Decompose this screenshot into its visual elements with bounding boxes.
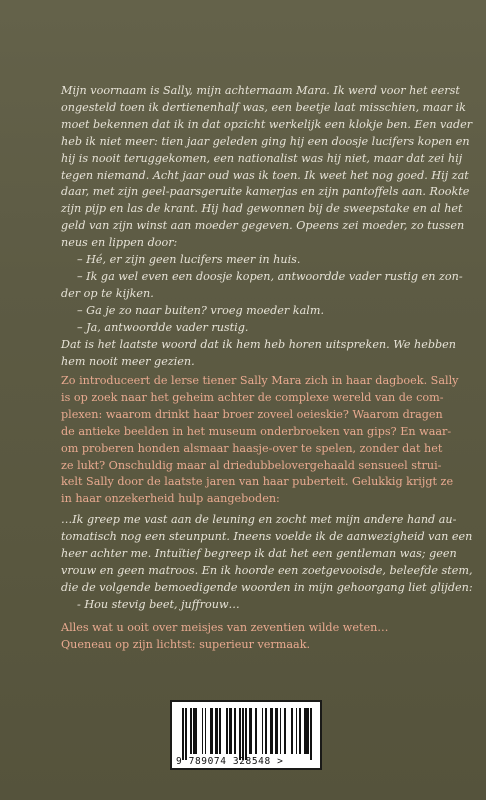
diary-line: tegen niemand. Acht jaar oud was ik toen. Ik weet het nog goed. Hij zat <box>61 168 469 182</box>
blurb-line: is op zoek naar het geheim achter de complexe wereld van de com- <box>61 390 444 404</box>
dialogue-line: der op te kijken. <box>61 286 154 300</box>
dialogue-line: – Hé, er zijn geen lucifers meer in huis. <box>77 253 301 267</box>
diary-line: daar, met zijn geel-paarsgeruite kamerjas en zijn pantoffels aan. Rookte <box>61 185 470 199</box>
blurb-line: Zo introduceert de lerse tiener Sally Mara zich in haar dagboek. Sally <box>61 374 459 387</box>
isbn-number: 9 789074 328548 > <box>176 756 284 767</box>
tagline <box>61 620 439 654</box>
blurb-paragraph <box>61 373 459 508</box>
quote-line: vrouw en geen matroos. En ik hoorde een zoetgevooisde, beleefde stem, <box>61 563 473 577</box>
quote-line: die de volgende bemoedigende woorden in mijn gehoorgang liet glijden: <box>61 580 473 594</box>
diary-line: hij is nooit teruggekomen, een nationalist was hij niet, maar dat zei hij <box>61 151 463 165</box>
barcode-gap <box>312 708 314 754</box>
diary-line: ongesteld toen ik dertienenhalf was, een beetje laat misschien, maar ik <box>61 100 466 114</box>
blurb-line: plexen: waarom drinkt haar broer zoveel oeieskie? Waarom dragen <box>61 407 443 421</box>
diary-line: moet bekennen dat ik in dat opzicht werkelijk een klokje ben. Een vader <box>61 117 473 131</box>
diary-line: geld van zijn winst aan moeder gegeven. Opeens zei moeder, zo tussen <box>61 219 465 233</box>
quote-excerpt <box>61 512 473 613</box>
quote-line: …Ik greep me vast aan de leuning en zocht met mijn andere hand au- <box>61 513 457 526</box>
blurb-line: de antieke beelden in het museum onderbroeken van gips? En waar- <box>61 424 452 438</box>
blurb-line: kelt Sally door de laatste jaren van haar puberteit. Gelukkig krijgt ze <box>61 475 454 489</box>
quote-line: heer achter me. Intuïtief begreep ik dat het een gentleman was; geen <box>61 546 457 560</box>
dialogue-line: – Ik ga wel even een doosje kopen, antwoordde vader rustig en zon- <box>77 269 463 283</box>
diary-line: heb ik niet meer: tien jaar geleden ging hij een doosje lucifers kopen en <box>61 134 470 148</box>
diary-line: hem nooit meer gezien. <box>61 354 195 368</box>
dialogue-line: – Ga je zo naar buiten? vroeg moeder kalm. <box>77 303 324 317</box>
diary-line: neus en lippen door: <box>61 236 178 250</box>
diary-line: Mijn voornaam is Sally, mijn achternaam Mara. Ik werd voor het eerst <box>61 84 460 97</box>
tagline-line: Alles wat u ooit over meisjes van zeventien wilde weten… <box>61 621 389 634</box>
blurb-line: ze lukt? Onschuldig maar al driedubbelovergehaald sensueel strui- <box>61 458 442 472</box>
barcode-bars <box>182 708 314 754</box>
tagline-line: Queneau op zijn lichtst: superieur vermaak. <box>61 637 311 651</box>
quote-line: - Hou stevig beet, juffrouw… <box>77 597 240 611</box>
diary-line: Dat is het laatste woord dat ik hem heb horen uitspreken. We hebben <box>61 337 456 351</box>
quote-line: tomatisch nog een steunpunt. Ineens voelde ik de aanwezigheid van een <box>61 529 473 543</box>
blurb-line: in haar onzekerheid hulp aangeboden: <box>61 492 280 506</box>
diary-line: zijn pijp en las de krant. Hij had gewonnen bij de sweepstake en al het <box>61 202 463 216</box>
barcode <box>170 700 322 770</box>
blurb-line: om proberen honden alsmaar haasje-over te spelen, zonder dat het <box>61 441 443 455</box>
diary-excerpt <box>61 83 473 370</box>
dialogue-line: – Ja, antwoordde vader rustig. <box>77 320 249 334</box>
